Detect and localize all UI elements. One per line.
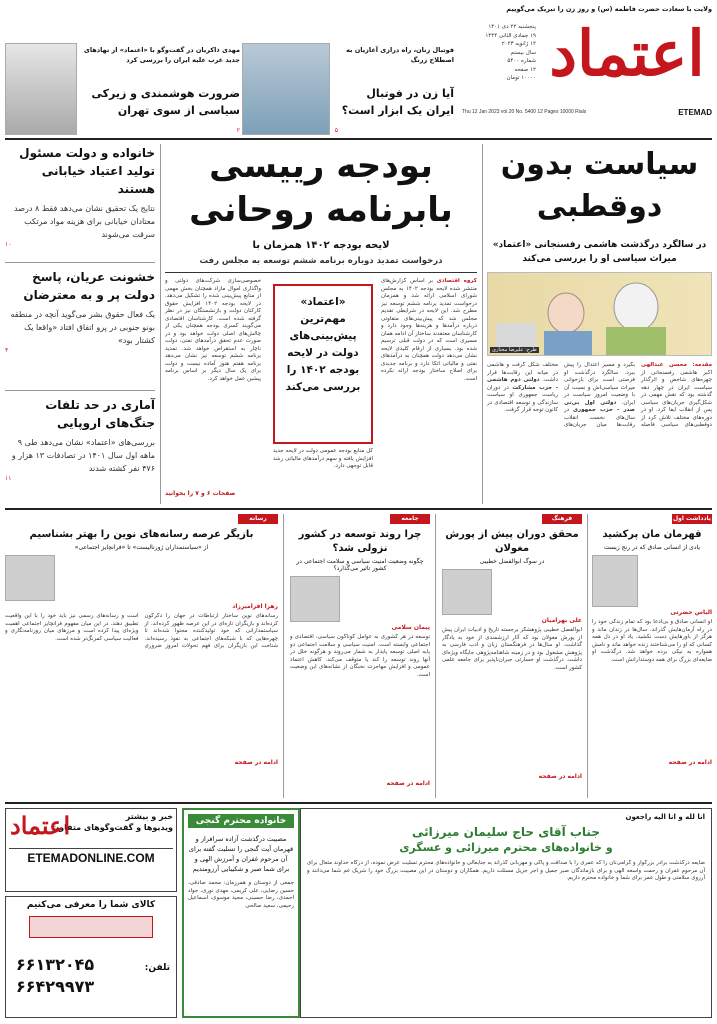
main-body-left: خصوصی‌سازی شرکت‌های دولتی و واگذاری اموال مازاد همچنان بخش مهمی از منابع پیش‌بینی شده را تشکیل می‌دهد. در لایحه بودجه ۱۴۰۲ افزایش حقوق کارکنان دولت و بازنشستگان نیز در نظر گرفته شده است. کارشناسان اقتصادی می‌گویند کسری بودجه همچنان یکی از چالش‌های اصلی دولت خواهد بود و در صورت عدم تحقق درآمدهای نفتی، دولت ناچار به استقراض خواهد شد. تمدید برنامه ششم توسعه نیز نشان می‌دهد برنامه هفتم هنوز آماده نیست و دولت برای یک سال دیگر بر اساس برنامه پیشین عمل خواهد کرد. (165, 278, 261, 382)
brief-peru[interactable]: خشونت عریان، پاسخ دولت پر و به معترضان یک فعال حقوق بشر می‌گوید آنچه در منطقه بونو جنوبی در پرو اتفاق افتاد «واقعا یک کشتار بود» ۴ (5, 270, 155, 354)
bottom-sections (5, 514, 712, 798)
main-body-right: گروه اقتصادی بر اساس گزارش‌های منتشر شده لایحه بودجه ۱۴۰۲ به مجلس شورای اسلامی ارائه شد و همزمان درخواست تمدید برنامه ششم توسعه نیز مطرح شد. این لایحه در شرایطی تقدیم مجلس شد که پیش‌بینی‌های متفاوتی درباره درآمدها و هزینه‌ها وجود دارد و کارشناسان معتقدند ساختار آن ادامه همان مسیری است که در دولت قبلی ترسیم شده بود. بسیاری از ارقام کلیدی لایحه نشان می‌دهد دولت همچنان به درآمدهای نفتی و مالیاتی اتکا دارد و برنامه جدیدی برای اصلاح ساختار بودجه ارائه نکرده است. (381, 278, 477, 382)
ad-condolence: انا لله و انا الیه راجعون جناب آقای حاج سلیمان میرزائی و خانواده‌های محترم میرزائی و عسگری ضایعه درگذشت برادر بزرگوار و گرامی‌تان را که عمری را با صداقت و پاکی و مهربانی گذراند به جنابعالی و خانواده‌های محترم تسلیت عرض نموده، از درگاه خداوند متعال برای آن مرحوم غفران و رحمت واسعه الهی و برای بازماندگان صبر جمیل و اجر جزیل مسئلت داریم. همکاران و دوستان در این مصیبت بزرگ خود را شریک غم شما می‌دانند و آرزوی سلامتی و طول عمر برای شما و خانواده محترم داریم. (300, 808, 712, 1018)
main-deck-2: درخواست تمدید دوباره برنامه ششم توسعه به مجلس رفت (199, 256, 443, 266)
issue-info: پنجشنبه ۲۲ دی ۱۴۰۱ ۱۹ جمادی الثانی ۱۴۴۴ ۱۲ ژانویه ۲۰۲۳ سال بیستم شماره ۵۴۰۰ ۱۲ صفحه ۱۰۰۰۰ تومان (485, 24, 536, 81)
main-deck-1: لایحه بودجه ۱۴۰۲ همزمان با (252, 240, 390, 251)
masthead (5, 5, 712, 135)
right-feature[interactable] (487, 144, 712, 504)
author-photo (5, 555, 55, 601)
main-box: «اعتماد» مهم‌ترین پیش‌بینی‌های دولت در لایحه بودجه ۱۴۰۲ را بررسی می‌کند (273, 284, 373, 444)
feature-body: مقدمه: محسن عبدالهی اکبر هاشمی رفسنجانی از چهره‌های شاخص و اثرگذار سیاست ایران در چهار دهه گذشته بود که نقش مهمی در شکل‌گیری جریان‌های سیاسی پس از انقلاب ایفا کرد. او در دوره‌های مختلف تلاش کرد از دوقطبی‌های سیاسی فاصله بگیرد و مسیر اعتدال را پیش ببرد. سالگرد درگذشت او فرصتی است برای بازخوانی میراث سیاسی‌اش و نسبت آن با وضعیت امروز سیاست در ایران. دولتی اول بی‌نی صدر - حزب جمهوری در سال‌های نخست انقلاب رقابت‌ها میان جریان‌های مختلف شکل گرفت و هاشمی در میانه این رقابت‌ها قرار داشت. دولتی دوم هاشمی - حزب مشارکت در دوران ریاست جمهوری او سیاست سازندگی و توسعه اقتصادی در کانون توجه قرار گرفت. (487, 362, 712, 428)
section-culture[interactable]: فرهنگ محقق دوران پیش از پورش مغولان در سوگ ابوالفضل خطیبی علی بهرامیان ابوالفضل خطیبی پژوهشگر برجسته تاریخ و ادبیات ایران پیش از یورش مغولان بود که آثار ارزشمندی از خود به یادگار گذاشت. او سال‌ها در فرهنگستان زبان و ادب فارسی به پژوهش مشغول بود و در زمینه شاهنامه‌پژوهی جایگاه ویژه‌ای داشت. درگذشت او خسارتی جبران‌ناپذیر برای جامعه علمی کشور است. ادامه در صفحه (442, 515, 582, 780)
latin-bar: Thu 12 Jan 2023 vol.20 No. 5400 12 Pages 10000 Rials (462, 109, 587, 115)
section-media[interactable]: رسانه بازیگر عرصه رسانه‌های نوین را بهتر بشناسیم از «سیاستمداران ژورنالیست» تا «فرانچایز اجتماعی» زهرا افرامیرزاد رسانه‌های نوین ساختار ارتباطات در جهان را دگرگون کرده‌اند و بازیگران تازه‌ای در این عرصه ظهور کرده‌اند. از سیاستمدارانی که خود تولیدکننده محتوا شده‌اند تا چهره‌هایی که با شبکه‌های اجتماعی به نفوذ رسیده‌اند. شناخت این بازیگران برای فهم تحولات امروز ضروری است و رسانه‌های رسمی نیز باید خود را با این واقعیت تطبیق دهند. در این میان مفهوم فرانچایز اجتماعی اهمیت ویژه‌ای پیدا کرده است و مرزهای میان روزنامه‌نگاری و فعالیت سیاسی کمرنگ‌تر شده است. ادامه در صفحه (5, 515, 278, 766)
section-society[interactable]: جامعه چرا روند توسعه در کشور نزولی شد؟ چگونه وضعیت امنیت سیاسی و سلامت اجتماعی در کشور تاثیر می‌گذارد؟ پیمان سلامی توسعه در هر کشوری به عوامل گوناگون سیاسی، اقتصادی و اجتماعی وابسته است. امنیت سیاسی و سلامت اجتماعی دو پایه اصلی توسعه پایدار به شمار می‌روند و هرگونه خلل در آنها روند توسعه را کند یا متوقف می‌کند. کاهش اعتماد عمومی و افزایش مهاجرت نخبگان از نشانه‌های این وضعیت است. ادامه در صفحه (290, 515, 430, 787)
teaser-football[interactable]: فوتبال زنان، راه درازی آغازیان به اصطلاح زرنگ آیا زن در فوتبال ایران یک ابزار است؟ ۵ (242, 43, 454, 135)
author-photo (290, 576, 340, 622)
latin-name: ETEMAD (678, 108, 712, 117)
brief-addiction[interactable]: خانواده و دولت مسئول تولید اعتیاد خیابانی هستند نتایج یک تحقیق نشان می‌دهد فقط ۸ درصد معتادان خیابانی برای هزینه مواد مرتکب سرقت می‌شوند ۱۰ (5, 146, 155, 248)
left-briefs (5, 144, 155, 499)
feature-deck: در سالگرد درگذشت هاشمی رفسنجانی «اعتماد» میراث سیاسی او را بررسی می‌کند (492, 240, 707, 264)
ad-etemad-online[interactable]: اعتماد خبر و بیشتر ویدیوها و گفت‌وگوهای متفاوت ETEMADONLINE.COM (5, 808, 177, 892)
feature-illustration: طرح: علیرضا مختاری (487, 272, 712, 356)
online-url[interactable]: ETEMADONLINE.COM (9, 848, 173, 865)
ad-order: کالای شما را معرفی می‌کنیم تلفن: ۶۶۱۳۲۰۴۵ ۶۶۴۲۹۹۷۳ (5, 896, 177, 1018)
feature-title: سیاست بدون دوقطبی (500, 147, 699, 224)
footballer-photo (242, 43, 330, 135)
main-headline: بودجه رییسی بابرنامه روحانی (189, 146, 453, 230)
slogan: ولایت با سعادت حضرت فاطمه (س) و روز زن را تبریک می‌گوییم (506, 5, 712, 13)
main-body-mid: کل منابع بودجه عمومی دولت در لایحه جدید افزایش یافته و سهم درآمدهای مالیاتی رشد قابل توجهی دارد. (273, 448, 373, 469)
zakerian-photo (5, 43, 77, 135)
main-more[interactable]: صفحات ۶ و ۷ را بخوانید (165, 490, 236, 497)
teaser-zakerian[interactable]: مهدی ذاکریان در گفت‌وگو با «اعتماد» از نهادهای جدید غرب علیه ایران را بررسی کرد ضرورت هوشمندی و زیرکی سیاسی از سوی تهران ۲ (5, 43, 240, 135)
author-photo (442, 569, 492, 615)
brief-accidents[interactable]: آماری در حد تلفات جنگ‌های اروپایی بررسی‌های «اعتماد» نشان می‌دهد طی ۹ ماهه اول سال ۱۴۰۱ در تصادفات ۱۳ هزار و ۴۷۶ نفر کشته شدند ۱۱ (5, 398, 155, 482)
ad-ganji-family: خانواده محترم گنجی مصیبت درگذشت آزاده سرافراز و قهرمان آیت گنجی را تسلیت گفته برای آن مرحوم غفران و آمرزش الهی و برای شما صبر و شکیبایی آرزومندیم جمعی از دوستان و همرزمان: محمد صادقی، حسین رضایی، علی کریمی، مهدی نوری، جواد احمدی، رضا حسینی، مجید موسوی، اسماعیل رحیمی، سعید صالحی (182, 808, 300, 1018)
section-editorial[interactable]: یادداشت اول قهرمان مان پرکشید یادی از انسانی صادق که در رنج زیست الیاس حضرتی او انسانی صادق و بی‌ادعا بود که تمام زندگی خود را در راه آرمان‌هایش گذراند. سال‌ها در زندان ماند و هرگز از باورهایش دست نکشید. یاد او در دل همه کسانی که او را می‌شناختند زنده خواهد ماند و نامش همواره به نیکی برده خواهد شد. درگذشت او ضایعه‌ای بزرگ برای همه دوستدارانش است. ادامه در صفحه (592, 515, 712, 766)
portrait-illustration (487, 273, 711, 356)
author-photo (592, 555, 638, 607)
main-story[interactable] (165, 144, 477, 504)
logo: اعتماد (549, 17, 705, 90)
